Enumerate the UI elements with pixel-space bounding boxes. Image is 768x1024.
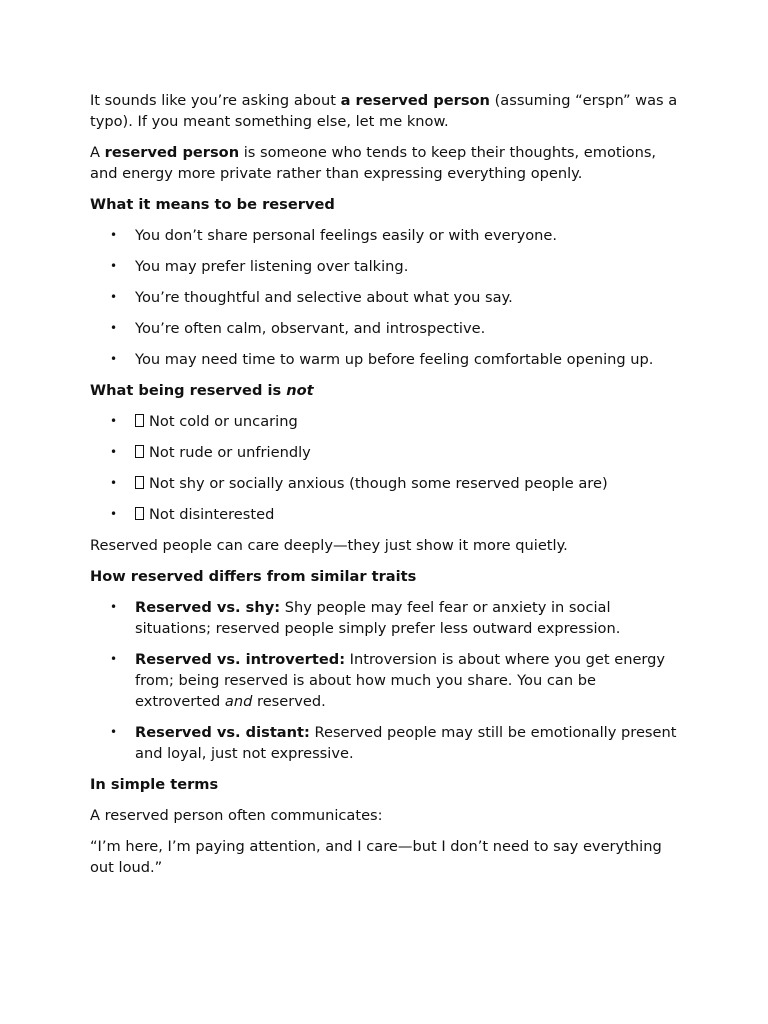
term-introverted-text-after: reserved. — [252, 693, 326, 710]
closing-paragraph: Reserved people can care deeply—they just show it more quietly. — [90, 537, 568, 554]
not-list — [90, 411, 680, 525]
heading-what-it-means: What it means to be reserved — [90, 196, 335, 213]
intro-text-2a: A — [90, 144, 105, 161]
missing-glyph-icon — [135, 414, 144, 427]
intro-paragraph-1 — [90, 90, 680, 132]
heading-not-italic: not — [286, 382, 314, 399]
list-item: • You don’t share personal feelings easily or with everyone. — [90, 225, 680, 246]
list-item: • You may need time to warm up before feeling comfortable opening up. — [90, 349, 680, 370]
list-item-text: Not cold or uncaring — [149, 413, 298, 430]
list-item — [90, 597, 680, 639]
meaning-list — [90, 225, 680, 370]
intro-bold-term-2: reserved person — [104, 144, 240, 161]
simple-terms-quote: “I’m here, I’m paying attention, and I care—but I don’t need to say everything out loud.” — [90, 838, 662, 876]
list-item — [90, 442, 680, 463]
intro-paragraph-2 — [90, 142, 680, 184]
term-distant-text: Reserved people may still be emotionally present and loyal, just not expressive. — [135, 724, 677, 762]
intro-bold-term-1: a reserved person — [340, 92, 490, 109]
list-item: • You’re often calm, observant, and introspective. — [90, 318, 680, 339]
term-introverted: Reserved vs. introverted: — [135, 651, 346, 668]
list-item — [90, 411, 680, 432]
list-item — [90, 649, 680, 712]
list-item-text: Not shy or socially anxious (though some reserved people are) — [149, 475, 608, 492]
list-item — [90, 473, 680, 494]
term-shy: Reserved vs. shy: — [135, 599, 281, 616]
term-shy-text: Shy people may feel fear or anxiety in social situations; reserved people simply prefer less outward expression. — [135, 599, 621, 637]
term-introverted-italic: and — [224, 693, 253, 710]
term-introverted-text: Introversion is about where you get energy from; being reserved is about how much you share. You can be extroverted — [135, 651, 666, 710]
list-item — [90, 504, 680, 525]
intro-text-2b: is someone who tends to keep their thoughts, emotions, and energy more private rather than expressing everything openly. — [90, 144, 657, 182]
missing-glyph-icon — [135, 507, 144, 520]
list-item-text: Not rude or unfriendly — [149, 444, 311, 461]
list-item: • You’re thoughtful and selective about what you say. — [90, 287, 680, 308]
intro-text-1a: It sounds like you’re asking about — [90, 92, 341, 109]
list-item-text: Not disinterested — [149, 506, 275, 523]
heading-what-it-is-not — [90, 380, 680, 401]
heading-not-text: What being reserved is — [90, 382, 287, 399]
missing-glyph-icon — [135, 476, 144, 489]
heading-simple-terms: In simple terms — [90, 776, 219, 793]
simple-terms-line: A reserved person often communicates: — [90, 807, 383, 824]
missing-glyph-icon — [135, 445, 144, 458]
list-item — [90, 722, 680, 764]
heading-differences: How reserved differs from similar traits — [90, 568, 417, 585]
intro-text-1b: (assuming “erspn” was a typo). If you meant something else, let me know. — [90, 92, 678, 130]
differences-list — [90, 597, 680, 764]
term-distant: Reserved vs. distant: — [135, 724, 310, 741]
list-item: • You may prefer listening over talking. — [90, 256, 680, 277]
